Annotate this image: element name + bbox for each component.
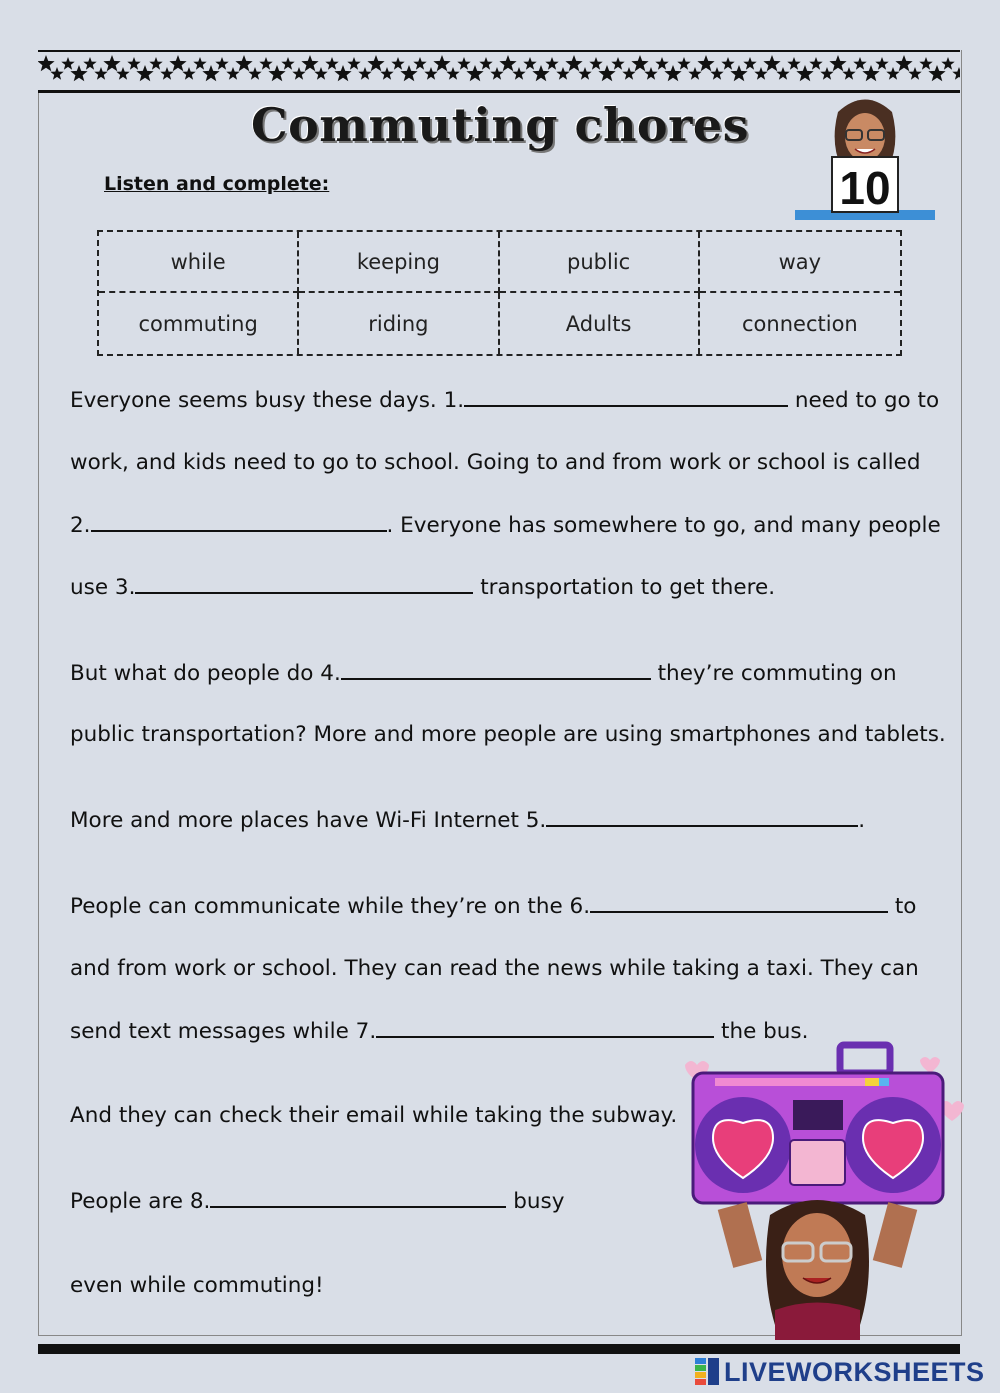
answer-blank-8[interactable] [210,1188,506,1208]
worksheet-title: Commuting chores [251,98,749,152]
word-bank-cell: connection [742,311,858,336]
liveworksheets-brand [694,1356,985,1388]
answer-blank-3[interactable] [135,574,473,594]
word-bank-cell: riding [299,293,499,354]
word-bank-cell: public [500,232,700,293]
word-bank-table [97,230,902,356]
brand-name: LIVEWORKSHEETS [724,1356,985,1387]
text-line: And they can check their email while taking the subway. [70,1103,678,1128]
text-line: even while commuting! [70,1273,324,1298]
answer-blank-2[interactable] [91,512,387,532]
text-line: use 3. transportation to get there. [70,575,776,600]
text-line: But what do people do 4. they’re commuting on [70,661,897,686]
answer-blank-6[interactable] [590,893,888,913]
text-line: People are 8. busy [70,1189,565,1214]
word-bank-cell: while [99,232,299,293]
word-bank-cell: keeping [299,232,499,293]
answer-blank-1[interactable] [464,387,788,407]
answer-blank-7[interactable] [376,1018,714,1038]
avatar-number-badge [790,92,940,227]
text-line: and from work or school. They can read the news while taking a taxi. They can [70,956,919,981]
answer-blank-5[interactable] [546,807,858,827]
text-line: 2. . Everyone has somewhere to go, and many people [70,513,941,538]
word-bank-cell: way [700,232,900,293]
text-line: work, and kids need to go to school. Going to and from work or school is called [70,450,921,475]
text-line: More and more places have Wi-Fi Internet 5. . [70,808,866,833]
text-line: People can communicate while they’re on the 6. to [70,894,917,919]
text-line: Everyone seems busy these days. 1. need to go to [70,388,940,413]
badge-number: 10 [839,162,891,214]
star-border [38,50,960,93]
word-bank-cell: commuting [99,293,299,354]
boombox-avatar-illustration [665,1040,970,1340]
answer-blank-4[interactable] [341,660,651,680]
word-bank-cell: Adults [500,293,700,354]
bottom-rule [38,1344,960,1354]
liveworksheets-logo-icon [694,1357,720,1387]
text-line: public transportation? More and more people are using smartphones and tablets. [70,722,946,747]
text-line: send text messages while 7. the bus. [70,1019,809,1044]
instruction-text: Listen and complete: [104,173,330,195]
